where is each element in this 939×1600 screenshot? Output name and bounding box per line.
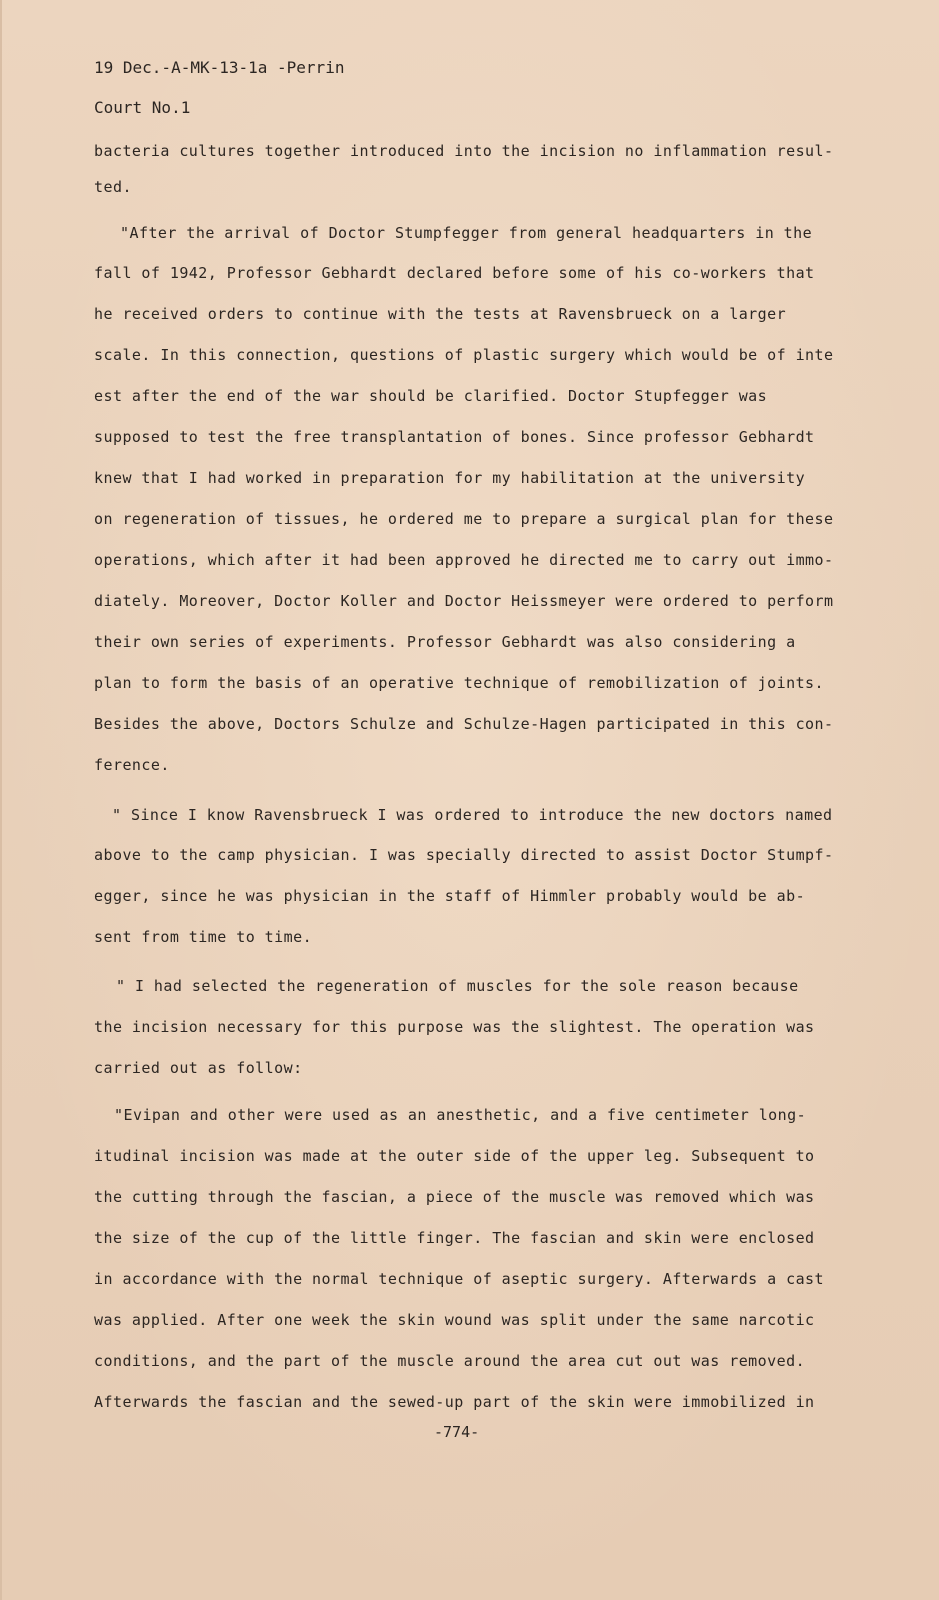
body-line: operations, which after it had been approved he directed me to carry out immo- [94,551,834,569]
body-line: est after the end of the war should be clarified. Doctor Stupfegger was [94,387,768,405]
body-line: the size of the cup of the little finger. The fascian and skin were enclosed [94,1229,815,1247]
page-number: -774- [434,1423,480,1441]
body-line: the incision necessary for this purpose was the slightest. The operation was [94,1018,815,1036]
body-line: supposed to test the free transplantation of bones. Since professor Gebhardt [94,428,815,446]
body-line: above to the camp physician. I was specially directed to assist Doctor Stumpf- [94,846,834,864]
body-line: on regeneration of tissues, he ordered me to prepare a surgical plan for these [94,510,834,528]
body-line: "Evipan and other were used as an anesthetic, and a five centimeter long- [114,1106,807,1124]
body-line: ference. [94,756,170,774]
body-line: itudinal incision was made at the outer side of the upper leg. Subsequent to [94,1147,815,1165]
body-line: conditions, and the part of the muscle around the area cut out was removed. [94,1352,806,1370]
body-line: egger, since he was physician in the staff of Himmler probably would be ab- [94,887,806,905]
body-line: " Since I know Ravensbrueck I was ordered to introduce the new doctors named [112,806,833,824]
body-line: the cutting through the fascian, a piece of the muscle was removed which was [94,1188,815,1206]
body-line: bacteria cultures together introduced into the incision no inflammation resul- [94,142,834,160]
body-line: carried out as follow: [94,1059,303,1077]
body-line: ted. [94,178,132,196]
body-line: Besides the above, Doctors Schulze and Schulze-Hagen participated in this con- [94,715,834,733]
body-line: he received orders to continue with the tests at Ravensbrueck on a larger [94,305,787,323]
body-line: their own series of experiments. Professor Gebhardt was also considering a [94,633,796,651]
body-line: scale. In this connection, questions of plastic surgery which would be of inte [94,346,834,364]
body-line: "After the arrival of Doctor Stumpfegger from general headquarters in the [120,224,813,242]
body-line: in accordance with the normal technique of aseptic surgery. Afterwards a cast [94,1270,825,1288]
body-line: fall of 1942, Professor Gebhardt declared before some of his co-workers that [94,264,815,282]
body-line: " I had selected the regeneration of muscles for the sole reason because [116,977,799,995]
body-line: diately. Moreover, Doctor Koller and Doctor Heissmeyer were ordered to perform [94,592,834,610]
body-line: Afterwards the fascian and the sewed-up part of the skin were immobilized in [94,1393,815,1411]
header-reference: 19 Dec.-A-MK-13-1a -Perrin [94,58,345,77]
body-line: sent from time to time. [94,928,313,946]
body-line: plan to form the basis of an operative technique of remobilization of joints. [94,674,825,692]
body-line: was applied. After one week the skin wound was split under the same narcotic [94,1311,815,1329]
body-line: knew that I had worked in preparation for my habilitation at the university [94,469,806,487]
header-court: Court No.1 [94,98,191,117]
